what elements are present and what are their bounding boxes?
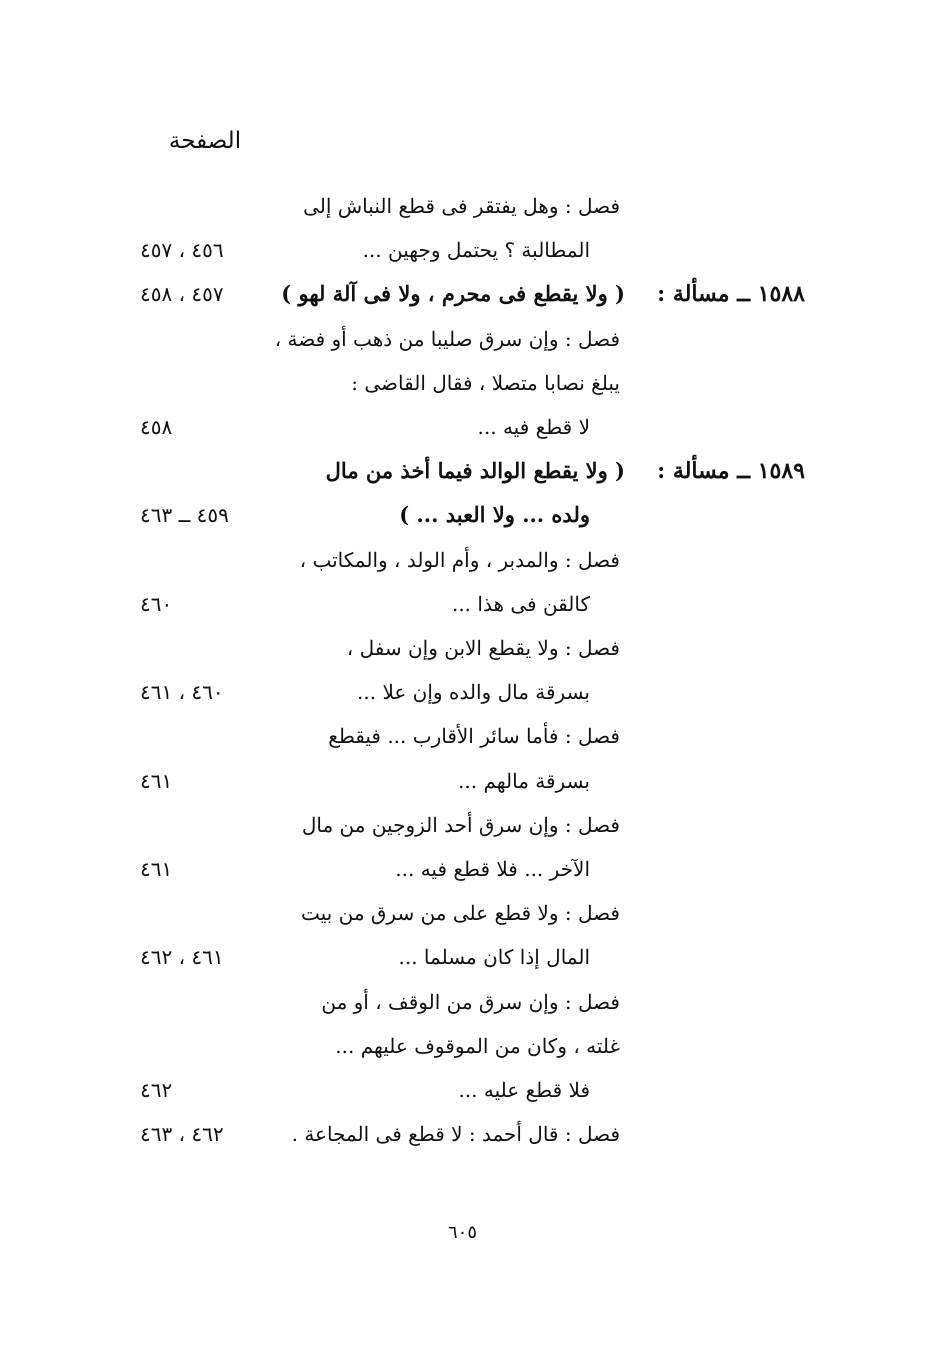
entry-text: ( ولا يقطع الوالد فيما أخذ من مال xyxy=(325,458,625,484)
index-entry-row xyxy=(0,759,925,803)
index-entry-row xyxy=(0,1068,925,1112)
index-entry-row xyxy=(0,1024,925,1068)
entry-text: ولده ... ولا العبد ... ) xyxy=(399,502,590,528)
page-reference: ٤٦١ xyxy=(140,857,173,881)
page-number: ٦٠٥ xyxy=(447,1222,477,1243)
index-entry-row xyxy=(0,582,925,626)
entry-text: فصل : فأما سائر الأقارب ... فيقطع xyxy=(328,724,620,749)
entry-text: بسرقة مالهم ... xyxy=(458,768,590,793)
index-entry-row xyxy=(0,317,925,361)
index-entry-row xyxy=(0,803,925,847)
index-entry-row xyxy=(0,405,925,449)
entry-text: فصل : ولا يقطع الابن وإن سفل ، xyxy=(346,636,620,660)
entry-text: فصل : وإن سرق صليبا من ذهب أو فضة ، xyxy=(274,326,620,351)
page-reference: ٤٦١ xyxy=(140,768,173,793)
page-reference: ٤٥٦ ، ٤٥٧ xyxy=(140,238,224,263)
index-entry-row xyxy=(0,1112,925,1156)
index-entry-row xyxy=(0,935,925,979)
entry-text: فصل : وهل يفتقر فى قطع النباش إلى xyxy=(303,194,620,218)
index-entry-row xyxy=(0,184,925,228)
page-reference: ٤٦١ ، ٤٦٢ xyxy=(140,945,224,970)
index-entry-row xyxy=(0,891,925,935)
index-entry-row xyxy=(0,714,925,758)
page-reference: ٤٥٧ ، ٤٥٨ xyxy=(140,282,224,307)
page-reference: ٤٥٩ ــ ٤٦٣ xyxy=(140,503,229,528)
index-entry-row xyxy=(0,847,925,891)
index-entry-row xyxy=(0,980,925,1024)
page-reference: ٤٥٨ xyxy=(140,415,173,439)
index-entry-row xyxy=(0,538,925,582)
entry-text: فلا قطع عليه ... xyxy=(458,1078,590,1102)
page-reference: ٤٦٢ xyxy=(140,1078,173,1102)
issue-number-label: ١٥٨٩ ــ مسألة : xyxy=(657,458,805,485)
page-reference: ٤٦٠ ، ٤٦١ xyxy=(140,680,224,705)
entry-text: فصل : والمدبر ، وأم الولد ، والمكاتب ، xyxy=(299,547,620,572)
entry-text: فصل : قال أحمد : لا قطع فى المجاعة . xyxy=(291,1122,620,1147)
entry-text: الآخر ... فلا قطع فيه ... xyxy=(395,857,590,881)
entry-text: بسرقة مال والده وإن علا ... xyxy=(357,680,590,705)
page-header-title: الصفحة xyxy=(168,128,242,154)
index-entry-row xyxy=(0,670,925,714)
entry-text: يبلغ نصابا متصلا ، فقال القاضى : xyxy=(351,370,620,395)
entry-text: فصل : ولا قطع على من سرق من بيت xyxy=(301,901,620,926)
entry-text: ( ولا يقطع فى محرم ، ولا فى آلة لهو ) xyxy=(281,281,625,307)
entry-text: المال إذا كان مسلما ... xyxy=(398,945,590,970)
index-entry-row xyxy=(0,361,925,405)
entry-text: لا قطع فيه ... xyxy=(477,415,590,439)
index-entry-row xyxy=(0,272,925,316)
index-entry-row xyxy=(0,626,925,670)
entry-text: فصل : وإن سرق من الوقف ، أو من xyxy=(321,989,620,1014)
entry-text: كالقن فى هذا ... xyxy=(451,591,590,616)
page-reference: ٤٦٢ ، ٤٦٣ xyxy=(140,1122,224,1147)
index-entry-row xyxy=(0,493,925,537)
entry-text: غلته ، وكان من الموقوف عليهم ... xyxy=(335,1033,620,1058)
issue-number-label: ١٥٨٨ ــ مسألة : xyxy=(657,281,805,308)
entry-text: المطالبة ؟ يحتمل وجهين ... xyxy=(362,238,590,263)
entry-text: فصل : وإن سرق أحد الزوجين من مال xyxy=(301,812,620,837)
index-entry-row xyxy=(0,449,925,493)
index-entry-row xyxy=(0,228,925,272)
page-reference: ٤٦٠ xyxy=(140,591,173,616)
